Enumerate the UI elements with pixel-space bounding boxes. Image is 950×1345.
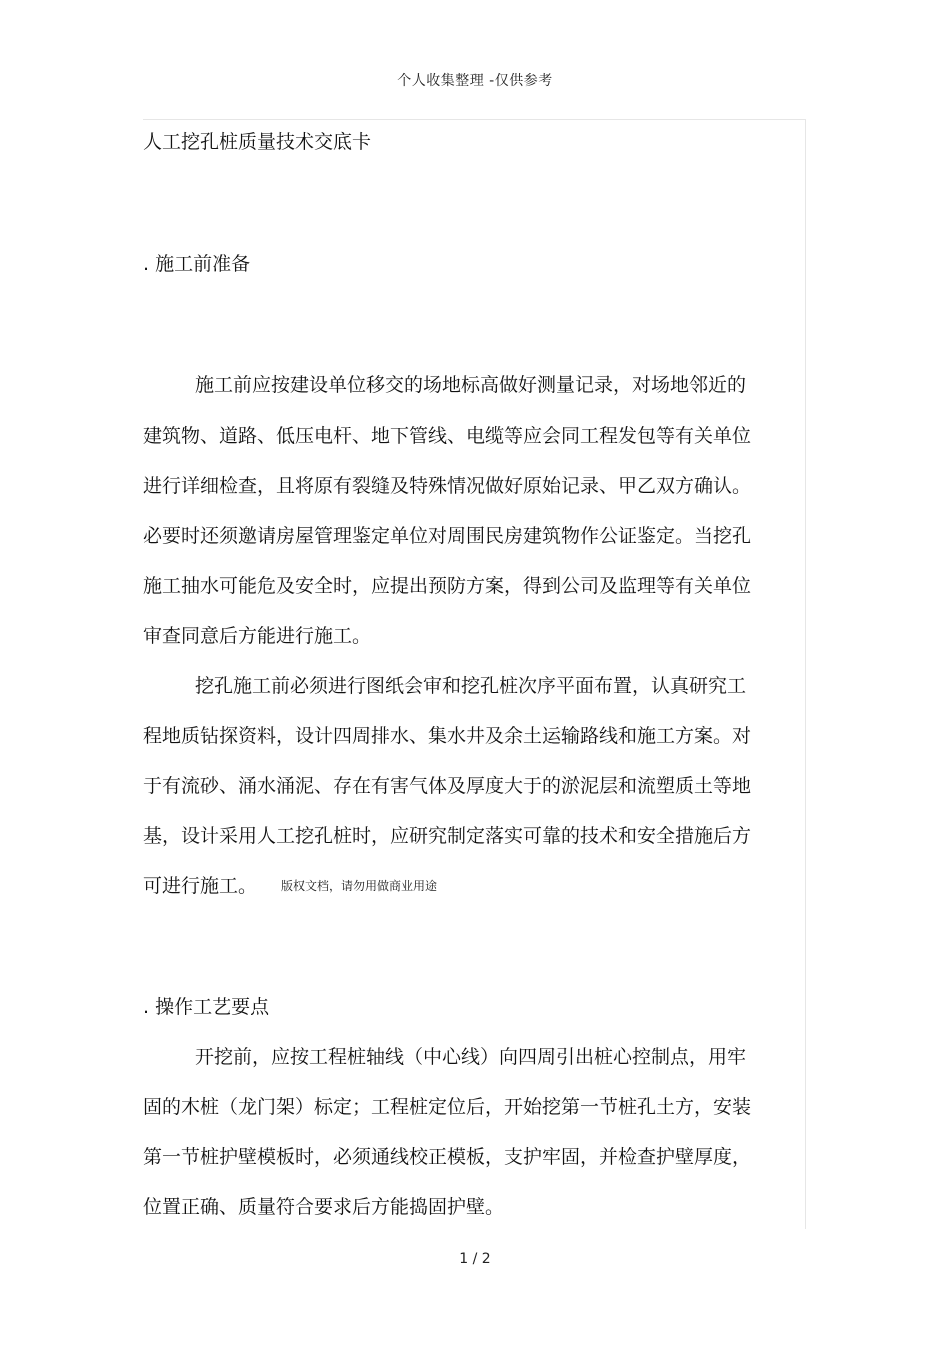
paragraph-line: 固的木桩（龙门架）标定；工程桩定位后，开始挖第一节桩孔土方，安装 — [143, 1096, 752, 1118]
paragraph-line: 施工抽水可能危及安全时，应提出预防方案，得到公司及监理等有关单位 — [143, 575, 752, 597]
paragraph-line: 第一节桩护壁模板时，必须通线校正模板，支护牢固，并检查护壁厚度， — [143, 1146, 752, 1168]
paragraph-line: 建筑物、道路、低压电杆、地下管线、电缆等应会同工程发包等有关单位 — [143, 425, 752, 447]
paragraph-line-with-note — [143, 874, 437, 898]
paragraph-line: 施工前应按建设单位移交的场地标高做好测量记录，对场地邻近的 — [195, 374, 747, 396]
paragraph-line: 位置正确、质量符合要求后方能捣固护壁。 — [143, 1196, 505, 1218]
document-title: 人工挖孔桩质量技术交底卡 — [143, 131, 372, 153]
paragraph-line: 进行详细检查，且将原有裂缝及特殊情况做好原始记录、甲乙双方确认。 — [143, 475, 752, 497]
section-heading-operation: . 操作工艺要点 — [143, 996, 270, 1018]
page-number: 1 / 2 — [459, 1251, 491, 1267]
paragraph-line: 程地质钻探资料，设计四周排水、集水井及余土运输路线和施工方案。对 — [143, 725, 752, 747]
paragraph-line: 审查同意后方能进行施工。 — [143, 625, 372, 647]
paragraph-line: 必要时还须邀请房屋管理鉴定单位对周围民房建筑物作公证鉴定。当挖孔 — [143, 525, 752, 547]
page-header: 个人收集整理 -仅供参考 — [397, 73, 553, 89]
paragraph-line: 挖孔施工前必须进行图纸会审和挖孔桩次序平面布置，认真研究工 — [195, 675, 747, 697]
paragraph-line-text: 可进行施工。 — [143, 875, 258, 897]
section-heading-preparation: . 施工前准备 — [143, 253, 251, 275]
paragraph-line: 于有流砂、涌水涌泥、存在有害气体及厚度大于的淤泥层和流塑质土等地 — [143, 775, 752, 797]
paragraph-line: 基，设计采用人工挖孔桩时，应研究制定落实可靠的技术和安全措施后方 — [143, 825, 752, 847]
copyright-note: 版权文档，请勿用做商业用途 — [281, 879, 438, 893]
paragraph-line: 开挖前，应按工程桩轴线（中心线）向四周引出桩心控制点，用牢 — [195, 1046, 747, 1068]
